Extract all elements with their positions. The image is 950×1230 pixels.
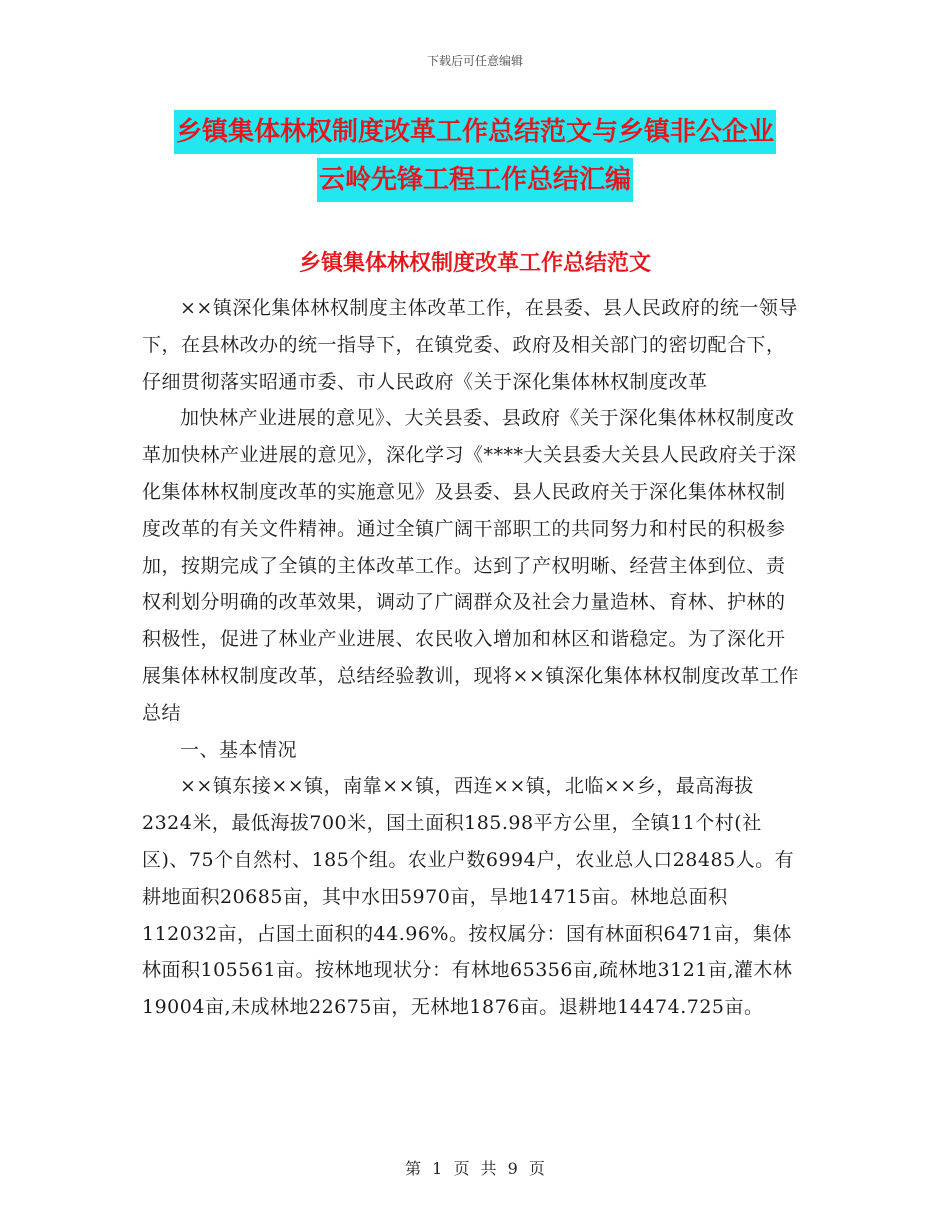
paragraph-2: 加快林产业进展的意见》、大关县委、县政府《关于深化集体林权制度改革加快林产业进展的意见》，深化学习《****大关县委大关县人民政府关于深化集体林权制度改革的实施意见》及县委、县人民政府关于深化集体林权制度改革的有关文件精神。通过全镇广阔干部职工的共同努力和村民的积极参加，按期完成了全镇的主体改革工作。达到了产权明晰、经营主体到位、责权利划分明确的改革效果，调动了广阔群众及社会力量造林、育林、护林的积极性，促进了林业产业进展、农民收入增加和林区和谐稳定。为了深化开展集体林权制度改革，总结经验教训，现将××镇深化集体林权制度改革工作总结 <box>142 407 799 724</box>
paragraph-heading-basic-situation: 一、基本情况 <box>180 738 298 761</box>
title-line-2: 云岭先锋工程工作总结汇编 <box>317 158 633 202</box>
section-title: 乡镇集体林权制度改革工作总结范文 <box>298 251 651 276</box>
header-note: 下载后可任意编辑 <box>426 54 523 68</box>
title-line-1: 乡镇集体林权制度改革工作总结范文与乡镇非公企业 <box>174 110 776 154</box>
page-number: 第 1 页 共 9 页 <box>405 1159 545 1178</box>
paragraph-1: ××镇深化集体林权制度主体改革工作，在县委、县人民政府的统一领导下，在县林改办的统一指导下，在镇党委、政府及相关部门的密切配合下，仔细贯彻落实昭通市委、市人民政府《关于深化集体林权制度改革 <box>142 297 798 393</box>
document-title <box>0 108 950 204</box>
body-text <box>142 290 802 1026</box>
paragraph-3: ××镇东接××镇，南靠××镇，西连××镇，北临××乡，最高海拔2324米，最低海拔700米，国土面积185.98平方公里，全镇11个村(社区)、75个自然村、185个组。农业户数6994户，农业总人口28485人。有耕地面积20685亩，其中水田5970亩，旱地14715亩。林地总面积112032亩，占国土面积的44.96%。按权属分：国有林面积6471亩，集体林面积105561亩。按林地现状分：有林地65356亩,疏林地3121亩,灌木林19004亩,未成林地22675亩，无林地1876亩。退耕地14474.725亩。 <box>142 775 795 1019</box>
